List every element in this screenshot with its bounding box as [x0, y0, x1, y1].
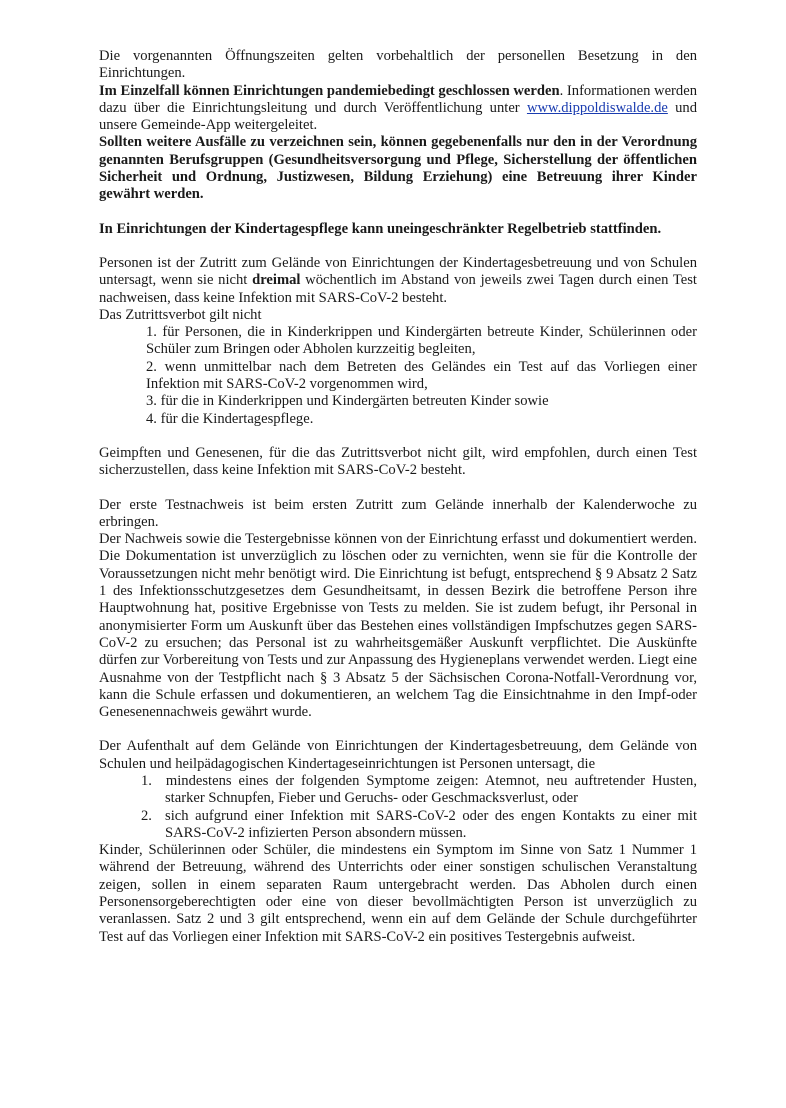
- paragraph-opening-hours: Die vorgenannten Öffnungszeiten gelten vorbehaltlich der personellen Besetzung in den Einrichtungen.: [99, 48, 697, 82]
- spacer: [99, 721, 697, 738]
- paragraph-kindertagespflege: [99, 221, 697, 238]
- list-item: 4. für die Kindertagespflege.: [146, 410, 314, 427]
- emergency-care-bold: Sollten weitere Ausfälle zu verzeichnen sein, können gegebenenfalls nur den in der Verordnung genannten Berufsgruppen (Gesundheitsversorgung und Pflege, Sicherstellung der öffentlichen Sicherheit und Ordnung, Justizwesen, Bildung Erziehung) eine Betreuung ihrer Kinder gewährt werden.: [99, 134, 697, 203]
- paragraph-symptom-handling: Kinder, Schülerinnen oder Schüler, die mindestens ein Symptom im Sinne von Satz 1 Nummer 1 während der Betreuung, während des Unterrichts oder einer sonstigen schulischen Veranstaltung zeigen, sollen in einem separaten Raum untergebracht werden. Das Abholen durch einen Personensorgeberechtigten oder eine von dieser bevollmächtigten Person ist unverzüglich zu veranlassen. Satz 2 und 3 gilt entsprechend, wenn ein auf dem Gelände der Schule durchgeführter Test auf das Vorliegen einer Infektion mit SARS-CoV-2 ein positives Testergebnis aufweist.: [99, 842, 697, 945]
- spacer: [99, 238, 697, 255]
- list-item: 2. wenn unmittelbar nach dem Betreten des Geländes ein Test auf das Vorliegen einer Infektion mit SARS-CoV-2 vorgenommen wird,: [146, 358, 697, 393]
- closure-info-text: . Informationen werden dazu über die Einrichtungsleitung und durch Veröffentlichung unter: [99, 82, 697, 116]
- symptoms-list: [99, 773, 697, 842]
- paragraph-closure-info: [99, 83, 697, 135]
- paragraph-stay-ban: Der Aufenthalt auf dem Gelände von Einrichtungen der Kindertagesbetreuung, dem Gelände von Schulen und heilpädagogischen Kindertageseinrichtungen ist Personen untersagt, die: [99, 738, 697, 772]
- spacer: [99, 480, 697, 497]
- paragraph-access-ban: [99, 255, 697, 307]
- paragraph-documentation: Der Nachweis sowie die Testergebnisse können von der Einrichtung erfasst und dokumentiert werden. Die Dokumentation ist unverzüglich zu löschen oder zu vernichten, wenn sie für die Kontrolle der Voraussetzungen nicht mehr benötigt wird. Die Einrichtung ist befugt, entsprechend § 9 Absatz 2 Satz 1 des Infektionsschutzgesetzes dem Gesundheitsamt, in dessen Bezirk die betroffene Person ihre Hauptwohnung hat, positive Ergebnisse von Tests zu melden. Sie ist zudem befugt, ihr Personal in anonymisierter Form um Auskunft über das Bestehen eines vollständigen Impfschutzes gegen SARS-CoV-2 zu ersuchen; das Personal ist zu wahrheitsgemäßer Auskunft verpflichtet. Die Auskünfte dürfen zur Vorbereitung von Tests und zur Anpassung des Hygieneplans verwendet werden. Liegt eine Ausnahme von der Testpflicht nach § 3 Absatz 5 der Sächsischen Corona-Notfall-Verordnung vor, kann die Schule erfassen und dokumentieren, an welchem Tag die Einsichtnahme in den Impf-oder Genesenennachweis gewährt wurde.: [99, 531, 697, 721]
- list-item: 3. für die in Kinderkrippen und Kindergärten betreuten Kinder sowie: [146, 393, 549, 410]
- spacer: [99, 204, 697, 221]
- kindertagespflege-bold: In Einrichtungen der Kindertagespflege kann uneingeschränkter Regelbetrieb stattfinden.: [99, 220, 662, 237]
- list-text: sich aufgrund einer Infektion mit SARS-CoV-2 oder des engen Kontakts zu einer mit SARS-CoV-2 infizierten Person absondern müssen.: [165, 807, 697, 841]
- paragraph-vaccinated: Geimpften und Genesenen, für die das Zutrittsverbot nicht gilt, wird empfohlen, durch einen Test sicherzustellen, dass keine Infektion mit SARS-CoV-2 besteht.: [99, 444, 697, 479]
- paragraph-exceptions-intro: Das Zutrittsverbot gilt nicht: [99, 306, 262, 323]
- closure-notice-bold: Im Einzelfall können Einrichtungen pandemiebedingt geschlossen werden: [99, 82, 560, 99]
- list-item: [141, 808, 697, 843]
- website-link[interactable]: www.dippoldiswalde.de: [526, 99, 668, 116]
- closure-info-end: und unsere Gemeinde-App weitergeleitet.: [99, 99, 698, 134]
- list-text: mindestens eines der folgenden Symptome zeigen: Atemnot, neu auftretender Husten, starker Schnupfen, Fieber und Geruchs- oder Geschmacksverlust, oder: [165, 772, 697, 807]
- list-item: 1. für Personen, die in Kinderkrippen und Kindergärten betreute Kinder, Schülerinnen oder Schüler zum Bringen oder Abholen kurzzeitig begleiten,: [146, 324, 697, 358]
- list-number: 2.: [141, 807, 152, 824]
- access-ban-text: Personen ist der Zutritt zum Gelände von Einrichtungen der Kindertagesbetreuung und von Schulen untersagt, wenn sie nicht: [99, 254, 697, 289]
- document-page: [99, 48, 697, 946]
- exceptions-list: [99, 324, 697, 428]
- paragraph-emergency-care: [99, 134, 697, 203]
- dreimal-bold: dreimal: [252, 272, 301, 289]
- spacer: [99, 428, 697, 445]
- list-item: [141, 773, 697, 808]
- list-number: 1.: [141, 772, 152, 789]
- access-ban-text-end: wöchentlich im Abstand von jeweils zwei Tagen durch einen Test nachweisen, dass keine Infektion mit SARS-CoV-2 besteht.: [99, 272, 697, 306]
- paragraph-first-test: Der erste Testnachweis ist beim ersten Zutritt zum Gelände innerhalb der Kalenderwoche zu erbringen.: [99, 496, 697, 530]
